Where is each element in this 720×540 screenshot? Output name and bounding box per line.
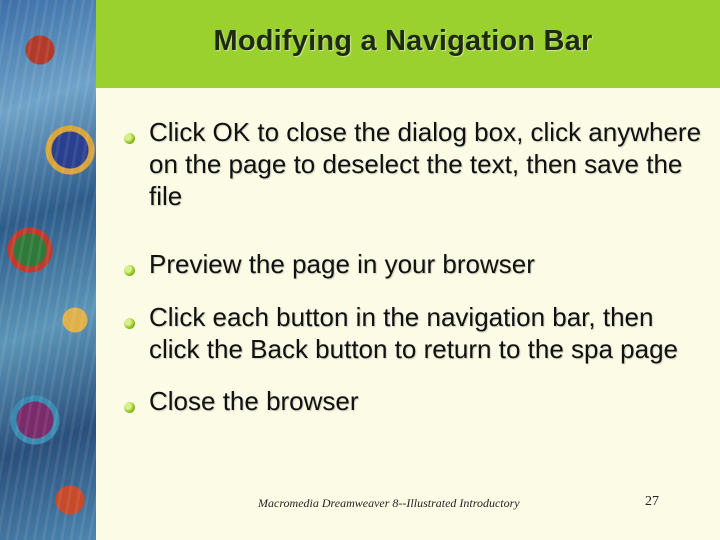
slide-title: Modifying a Navigation Bar (213, 24, 593, 57)
bullet-item (124, 116, 704, 212)
bullet-dot-icon (124, 133, 135, 144)
bullet-dot-icon (124, 402, 135, 413)
bullet-text: Close the browser (149, 386, 359, 416)
decorative-art-strip (0, 0, 96, 540)
footer-text: Macromedia Dreamweaver 8--Illustrated Introductory (258, 496, 520, 510)
page-number: 27 (645, 494, 659, 509)
bullet-text: Click OK to close the dialog box, click anywhere on the page to deselect the text, then save the file (149, 117, 702, 211)
title-bar (96, 0, 720, 88)
bullet-dot-icon (124, 318, 135, 329)
bullet-text: Click each button in the navigation bar, then click the Back button to return to the spa page (149, 302, 678, 364)
bullet-item (124, 301, 704, 365)
bullet-text: Preview the page in your browser (149, 249, 535, 279)
bullet-list (124, 116, 704, 417)
bullet-item (124, 385, 704, 417)
bullet-item (124, 248, 704, 280)
bullet-dot-icon (124, 265, 135, 276)
